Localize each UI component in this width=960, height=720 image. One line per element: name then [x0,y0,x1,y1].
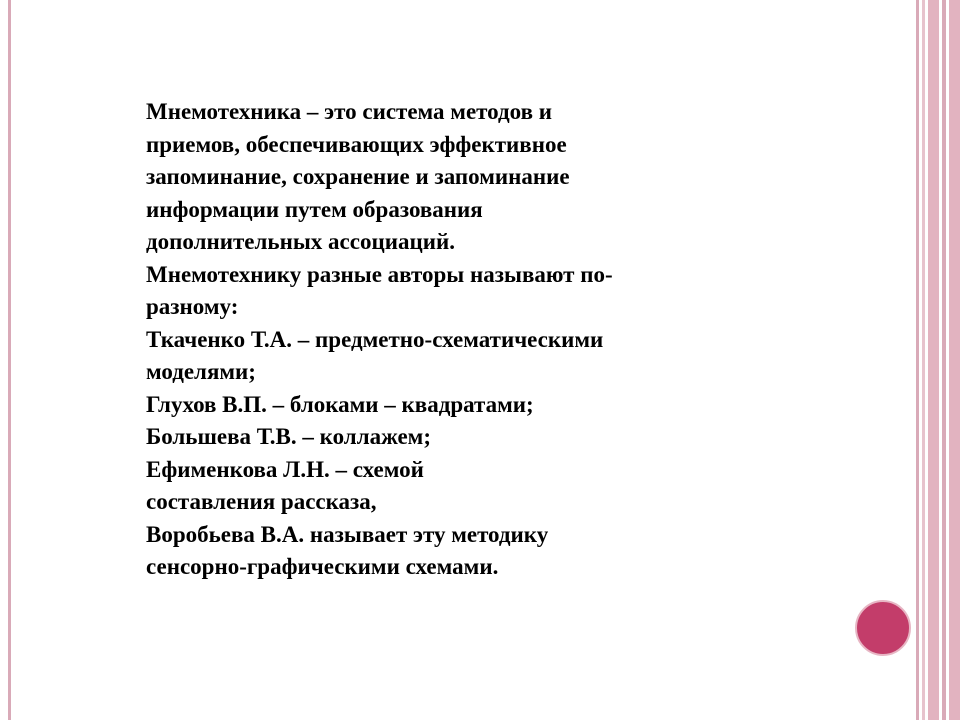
text-line: приемов, обеспечивающих эффективное [146,131,567,157]
stripe [949,0,960,720]
decorative-circle [855,600,911,656]
text-line: разному: [146,294,239,319]
text-line: дополнительных ассоциаций. [146,229,455,254]
left-border-line [8,0,11,720]
stripe [942,0,946,720]
text-line: Глухов В.П. – блоками – квадратами; [146,391,534,417]
text-line: Большева Т.В. – коллажем; [146,424,432,449]
stripe [928,0,939,720]
text-line: запоминание, сохранение и запоминание [146,164,570,189]
text-line: моделями; [146,359,256,384]
text-line: Мнемотехнику разные авторы называют по- [146,261,613,287]
text-line: составления рассказа, [146,489,377,514]
stripe [922,0,925,720]
text-line: информации путем образования [146,196,483,222]
right-decorative-stripes [916,0,960,720]
text-line: Мнемотехника – это система методов и [146,99,552,124]
text-line: Воробьева В.А. называет эту методику [146,521,549,547]
text-line: Ткаченко Т.А. – предметно-схематическими [146,326,604,352]
text-line: сенсорно-графическими схемами. [146,554,499,579]
text-line: Ефименкова Л.Н. – схемой [146,456,424,482]
slide-text [146,96,826,584]
stripe [916,0,919,720]
